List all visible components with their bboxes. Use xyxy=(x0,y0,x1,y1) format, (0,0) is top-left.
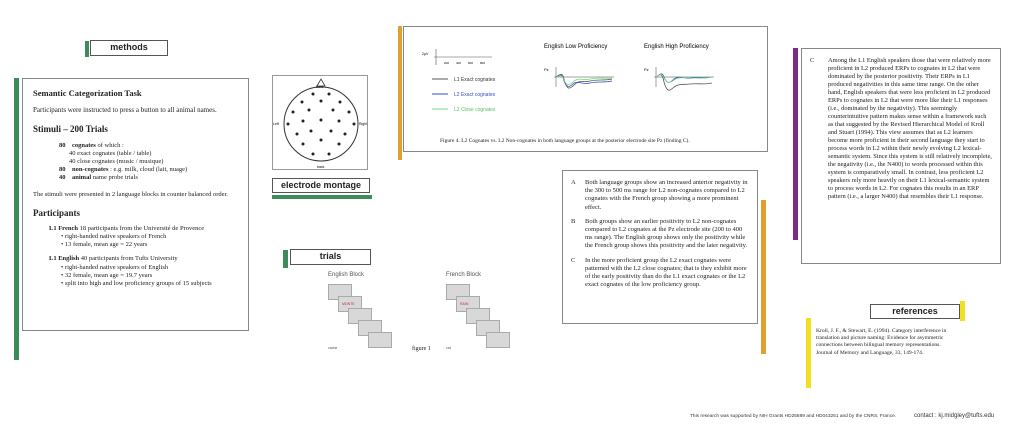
stimuli-animal xyxy=(33,174,238,182)
exact-cognates: 40 exact cognates (table / table) xyxy=(69,149,152,157)
footer-funding: This research was supported by NIH Grants HD25889 and HD043251 and by the CNRS, France. xyxy=(690,414,897,419)
discussion-text: Among the L1 English speakers those that were relatively more proficient in L2 produced ERPs to cognates in L2 that were dominated by the posterior positivity. Their ERPs in L1 produced negativities in this same time range. On the other hand, English speakers that were less proficient in L2 produced ERPs to cognates in L2 that were more like their L1 responses (i.e., dominated by the negativity). This seemingly counterintuitive pattern makes sense within a framework such as that suggested by the Revised Hierarchical Model of Kroll and Stuart (1994). This view assumes that as L2 learners become more proficient in their second language they start to process words in L2 within their newly evolving L2 lexical-semantic system. Since this system is still relatively incomplete, the negativity (i.e., the N400) to words processed within this system is comparatively small. In contrast, less proficient L2 speakers rely more heavily on their L1 lexical-semantic system to process words in L2. For cognates this results in an ERP pattern (i.e., a larger N400) that resembles their L1 response. xyxy=(828,57,993,200)
english-item: • 32 female, mean age = 19.7 years xyxy=(61,271,153,279)
finding-text: Both language groups show an increased anterior negativity in the 300 to 500 ms range for L2 non-cognates compared to L2 cognates with the French group showing a more prominent effect. xyxy=(585,179,748,211)
finding-item xyxy=(571,257,749,290)
high-proficiency-plot xyxy=(644,67,714,90)
montage-figure xyxy=(272,75,368,170)
french-item: • 13 female, mean age = 22 years xyxy=(61,241,148,249)
trials-title: trials xyxy=(290,249,371,265)
axis-tick: 600 xyxy=(468,61,474,65)
references-title: references xyxy=(870,304,960,319)
high-proficiency-title: English High Proficiency xyxy=(644,44,709,50)
references-panel xyxy=(816,324,964,376)
methods-panel xyxy=(22,78,249,331)
figure4-accent-bar xyxy=(398,26,402,160)
axis-tick: 200 xyxy=(444,61,450,65)
finding-text: In the more proficient group the L2 exact cognates were patterned with the L2 close cognates; that is they exhibit more of the early positivity than do the L1 exact cognates or the L2 exact cognates of the low proficiency group. xyxy=(585,256,747,289)
legend-l1-exact: L1 Exact cognates xyxy=(454,77,496,83)
stimuli-title: Stimuli – 200 Trials xyxy=(33,123,108,134)
methods-title-accent xyxy=(85,41,89,57)
figure4-caption: Figure 4. L2 Cognates vs. L2 Non-cognates in both language groups at the posterior electrode site Pz (finding C). xyxy=(440,138,690,144)
trial-screen xyxy=(486,332,510,348)
figure4-panel xyxy=(403,26,768,152)
english-label: L1 English xyxy=(49,255,80,263)
english-item: • split into high and low proficiency groups of 15 subjects xyxy=(61,279,212,287)
french-group xyxy=(33,225,238,233)
left-label: Left xyxy=(273,122,279,126)
close-cognates: 40 close cognates (music / musique) xyxy=(69,157,164,165)
finding-text: Both groups show an earlier positivity to L2 non-cognates compared to L2 cognates at the Pz electrode site (200 to 400 ms range). The English group shows only the positivity while the French group shows this positivity and the later negativity. xyxy=(585,217,748,250)
right-label: Right xyxy=(359,122,368,126)
task-instruction: Participants were instructed to press a button to all animal names. xyxy=(33,106,217,114)
discussion-item xyxy=(810,57,992,201)
task-title: Semantic Categorization Task xyxy=(33,88,142,98)
french-item: • right-handed native speakers of French xyxy=(61,232,167,240)
scale-label: 2µV xyxy=(422,52,429,56)
legend-l2-close: L2 Close cognates xyxy=(454,107,496,113)
low-proficiency-plot xyxy=(544,67,614,88)
discussion-key: C xyxy=(810,57,815,64)
participants-title: Participants xyxy=(33,207,80,218)
figure4-erp-plots xyxy=(404,27,769,153)
discussion-accent-bar xyxy=(793,48,798,240)
axis-tick: 400 xyxy=(456,61,462,65)
french-block-title: French Block xyxy=(446,272,482,278)
stimuli-blocks: The stimuli were presented in 2 language blocks in counter balanced order. xyxy=(33,190,228,198)
cognates-count: 80 xyxy=(59,141,66,149)
trial-word: cat xyxy=(446,346,451,350)
back-label: back xyxy=(317,165,325,169)
pz-label: Pz xyxy=(544,67,549,72)
montage-accent-bar xyxy=(272,195,372,199)
finding-key: A xyxy=(571,179,576,186)
methods-title: methods xyxy=(90,40,168,56)
english-rest: 40 participants from Tufts University xyxy=(79,255,178,263)
animal-label: animal xyxy=(72,174,92,182)
low-proficiency-title: English Low Proficiency xyxy=(544,44,608,50)
stimuli-cognates xyxy=(33,142,238,150)
head-outline xyxy=(284,87,358,161)
front-label: front xyxy=(316,85,324,89)
references-title-accent xyxy=(960,301,965,321)
french-rest: 18 participants from the Université de Provence xyxy=(77,224,205,232)
stimuli-noncognates xyxy=(33,166,238,174)
waveform-l2-close xyxy=(656,74,712,82)
finding-key: B xyxy=(571,217,576,225)
animal-rest: name probe trials xyxy=(91,174,138,182)
findings-panel xyxy=(562,170,758,324)
finding-item xyxy=(571,218,749,251)
french-label: L1 French xyxy=(49,224,78,232)
finding-key: C xyxy=(571,256,576,264)
findings-accent-bar xyxy=(761,200,766,354)
montage-title: electrode montage xyxy=(272,178,370,193)
trial-word: MONTE xyxy=(342,302,355,306)
animal-count: 40 xyxy=(59,174,66,182)
axis-tick: 800 xyxy=(480,61,486,65)
footer-contact: contact : kj.midgley@tufts.edu xyxy=(914,413,995,419)
english-item: • right-handed native speakers of English xyxy=(61,263,169,271)
noncog-count: 80 xyxy=(59,166,66,174)
cognates-rest: of which : xyxy=(95,141,124,149)
methods-accent-bar xyxy=(14,78,19,360)
electrode-dots xyxy=(287,93,356,156)
references-text: Kroll, J. F., & Stewart, E. (1994). Category interference in translation and picture naming: Evidence for asymmetric connections between bilingual memory representations. Journal of Memory and Language, 33, 149-174. xyxy=(816,328,947,356)
english-block-title: English Block xyxy=(328,272,365,278)
trials-caption: figure 1 xyxy=(412,346,431,352)
trial-word: vache xyxy=(328,346,338,350)
noncog-rest: : e.g. milk, cloud (lait, nuage) xyxy=(108,166,188,174)
cognates-label: cognates xyxy=(72,141,96,149)
pz-label: Pz xyxy=(644,67,649,72)
discussion-panel xyxy=(801,48,1001,264)
noncog-label: non-cognates xyxy=(72,166,109,174)
head-diagram xyxy=(273,76,369,171)
english-group xyxy=(33,255,238,263)
finding-item xyxy=(571,179,749,212)
trial-word: RAIN xyxy=(460,302,469,306)
french-block-figure xyxy=(418,272,518,367)
trials-title-accent xyxy=(283,250,288,268)
trial-screen xyxy=(368,332,392,348)
english-block-figure xyxy=(298,272,398,367)
references-accent-bar xyxy=(806,318,811,388)
legend-l2-exact: L2 Exact cognates xyxy=(454,92,496,98)
